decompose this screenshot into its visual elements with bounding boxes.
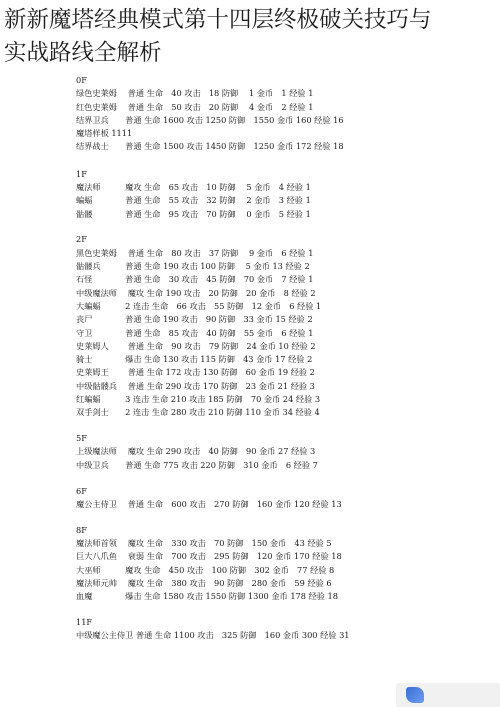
floor-section-6f [76,485,486,512]
monster-row: 上级魔法师 魔攻 生命 290 攻击 40 防御 90 金币 27 经验 3 [76,446,316,457]
floor-section-0f [76,74,486,154]
monster-row: 蝙蝠 普通 生命 55 攻击 32 防御 2 金币 3 经验 1 [76,195,311,206]
monster-row: 巨大八爪鱼 衰弱 生命 700 攻击 295 防御 120 金币 170 经验 18 [76,551,342,562]
floor-label: 11F [76,616,93,627]
monster-row: 骷髅兵 普通 生命 190 攻击 100 防御 5 金币 13 经验 2 [76,261,310,272]
monster-row: 骷髅 普通 生命 95 攻击 70 防御 0 金币 5 经验 1 [76,208,311,219]
monster-row: 中级魔公主侍卫 普通 生命 1100 攻击 325 防御 160 金币 300 经验 31 [76,630,350,641]
monster-row: 双手剑士 2 连击 生命 280 攻击 210 防御 110 金币 34 经验 4 [76,407,320,418]
monster-row: 守卫 普通 生命 85 攻击 40 防御 55 金币 6 经验 1 [76,327,314,338]
article-title-line-2: 实战路线全解析 [4,40,162,66]
monster-row: 红色史莱姆 普通 生命 50 攻击 20 防御 4 金币 2 经验 1 [76,101,314,112]
monster-row: 红蝙蝠 3 连击 生命 210 攻击 185 防御 70 金币 24 经验 3 [76,394,321,405]
floor-label: 0F [76,75,87,85]
monster-row: 血魔 爆击 生命 1580 攻击 1550 防御 1300 金币 178 经验 18 [76,591,338,602]
floor-label: 1F [76,168,87,179]
floor-label: 2F [76,234,87,245]
monster-row: 结界卫兵 普通 生命 1600 攻击 1250 防御 1550 金币 160 经验 16 [76,114,344,125]
article-title-line-1: 新新魔塔经典模式第十四层终极破关技巧与 [4,7,432,33]
monster-row: 丧尸 普通 生命 190 攻击 90 防御 33 金币 15 经验 2 [76,314,313,325]
monster-row: 史莱姆王 普通 生命 172 攻击 130 防御 60 金币 19 经验 2 [76,367,315,378]
monster-row: 大巫师 魔攻 生命 450 攻击 100 防御 302 金币 77 经验 8 [76,564,335,575]
floor-section-11f [76,616,486,643]
monster-row: 魔法师首领 魔攻 生命 330 攻击 70 防御 150 金币 43 经验 5 [76,537,332,548]
monster-row: 中级魔法师 魔攻 生命 190 攻击 20 防御 20 金币 8 经验 2 [76,287,316,298]
monster-row: 史莱姆人 普通 生命 90 攻击 79 防御 24 金币 10 经验 2 [76,340,316,351]
monster-row: 黑色史莱姆 普通 生命 80 攻击 37 防御 9 金币 6 经验 1 [76,247,314,258]
floor-label: 8F [76,524,87,535]
monster-row: 绿色史莱姆 普通 生命 40 攻击 18 防御 1 金币 1 经验 1 [76,88,314,99]
monster-row: 魔法师元帅 魔攻 生命 380 攻击 90 防御 280 金币 59 经验 6 [76,577,332,588]
watermark-logo [396,683,500,707]
monster-row: 中级卫兵 普通 生命 775 攻击 220 防御 310 金币 6 经验 7 [76,459,318,470]
watermark-logo-icon [406,687,424,703]
monster-row: 大蝙蝠 2 连击 生命 66 攻击 55 防御 12 金币 6 经验 1 [76,300,322,311]
floor-section-5f [76,432,486,472]
article-title [4,4,496,70]
floor-label: 6F [76,485,87,496]
floor-section-1f [76,168,486,221]
monster-row: 魔法师 魔攻 生命 65 攻击 10 防御 5 金币 4 经验 1 [76,182,311,193]
monster-stats-document [76,74,486,655]
monster-row: 石怪 普通 生命 30 攻击 45 防御 70 金币 7 经验 1 [76,274,314,285]
monster-row: 中级骷髅兵 普通 生命 290 攻击 170 防御 23 金币 21 经验 3 [76,380,315,391]
monster-row: 魔塔样板 1111 [76,128,133,139]
monster-row: 魔公主侍卫 普通 生命 600 攻击 270 防御 160 金币 120 经验 13 [76,498,342,509]
floor-section-2f [76,233,486,419]
monster-row: 结界战士 普通 生命 1500 攻击 1450 防御 1250 金币 172 经验 18 [76,141,344,152]
floor-section-8f [76,524,486,604]
monster-row: 骑士 爆击 生命 130 攻击 115 防御 43 金币 17 经验 2 [76,354,313,365]
floor-label: 5F [76,433,87,444]
